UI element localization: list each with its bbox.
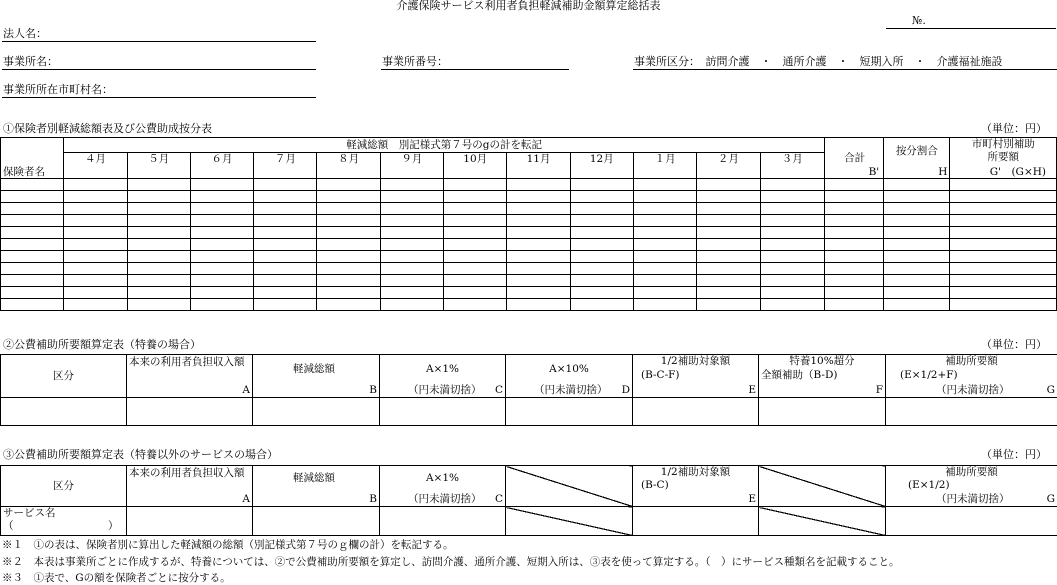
amount-cell[interactable] <box>380 215 443 227</box>
amount-cell[interactable] <box>444 203 507 215</box>
amount-cell[interactable] <box>697 191 760 203</box>
amount-cell[interactable] <box>64 239 127 251</box>
amount-cell[interactable] <box>884 227 950 239</box>
amount-cell[interactable] <box>64 275 127 287</box>
table3-unit: （単位：円） <box>981 449 1047 462</box>
insurer-row <box>1 239 1057 251</box>
amount-cell[interactable] <box>950 203 1057 215</box>
amount-cell[interactable] <box>824 287 883 299</box>
amount-cell[interactable] <box>190 191 253 203</box>
amount-cell[interactable] <box>64 203 127 215</box>
amount-cell[interactable] <box>380 227 443 239</box>
amount-cell[interactable] <box>884 263 950 275</box>
amount-cell[interactable] <box>317 179 380 191</box>
amount-cell[interactable] <box>884 251 950 263</box>
amount-cell[interactable] <box>127 191 190 203</box>
corporation-field-line <box>2 41 316 42</box>
t2-g-cell[interactable] <box>886 398 1057 426</box>
amount-cell[interactable] <box>380 239 443 251</box>
amount-cell[interactable] <box>254 227 317 239</box>
amount-cell[interactable] <box>760 251 824 263</box>
insurer-name-cell[interactable] <box>1 263 64 275</box>
amount-cell[interactable] <box>760 239 824 251</box>
amount-cell[interactable] <box>570 251 633 263</box>
amount-cell[interactable] <box>884 191 950 203</box>
amount-cell[interactable] <box>760 287 824 299</box>
insurer-name-cell[interactable] <box>1 299 64 311</box>
amount-cell[interactable] <box>507 275 570 287</box>
amount-cell[interactable] <box>190 239 253 251</box>
amount-cell[interactable] <box>824 191 883 203</box>
amount-cell[interactable] <box>127 287 190 299</box>
amount-cell[interactable] <box>760 191 824 203</box>
amount-cell[interactable] <box>633 215 696 227</box>
amount-cell[interactable] <box>697 227 760 239</box>
service-name-label: サービス名 <box>3 507 56 519</box>
amount-cell[interactable] <box>884 299 950 311</box>
month-header: １月 <box>633 153 696 179</box>
amount-cell[interactable] <box>884 215 950 227</box>
amount-cell[interactable] <box>317 251 380 263</box>
insurer-name-cell[interactable] <box>1 287 64 299</box>
insurer-row <box>1 275 1057 287</box>
amount-cell[interactable] <box>633 239 696 251</box>
amount-cell[interactable] <box>380 275 443 287</box>
t3-c-cell[interactable] <box>380 507 506 536</box>
t3-col-b-header: 軽減総額 B <box>253 466 380 507</box>
amount-cell[interactable] <box>380 287 443 299</box>
t2-col-c-header: A×1% （円未満切捨） C <box>380 355 506 398</box>
insurer-rows <box>1 179 1057 311</box>
amount-cell[interactable] <box>254 287 317 299</box>
ratio-header: 按分割合 H <box>884 138 950 179</box>
amount-cell[interactable] <box>884 179 950 191</box>
amount-cell[interactable] <box>127 227 190 239</box>
amount-cell[interactable] <box>570 239 633 251</box>
note-3: ※３ ①表で、Gの額を保険者ごとに按分する。 <box>2 570 231 585</box>
amount-cell[interactable] <box>760 179 824 191</box>
insurer-row <box>1 251 1057 263</box>
amount-cell[interactable] <box>317 299 380 311</box>
amount-cell[interactable] <box>760 263 824 275</box>
service-type-field-line <box>633 69 1057 70</box>
month-header: ８月 <box>317 153 380 179</box>
amount-cell[interactable] <box>824 251 883 263</box>
t3-kubun-header: 区分 <box>1 466 127 507</box>
amount-cell[interactable] <box>633 287 696 299</box>
amount-cell[interactable] <box>507 251 570 263</box>
t2-kubun-cell[interactable] <box>1 398 127 426</box>
amount-cell[interactable] <box>697 299 760 311</box>
t2-col-a-header: 本来の利用者負担収入額 A <box>127 355 253 398</box>
amount-cell[interactable] <box>697 287 760 299</box>
amount-cell[interactable] <box>190 215 253 227</box>
amount-cell[interactable] <box>317 191 380 203</box>
amount-cell[interactable] <box>824 263 883 275</box>
amount-cell[interactable] <box>444 287 507 299</box>
t3-b-cell[interactable] <box>253 507 380 536</box>
amount-cell[interactable] <box>824 227 883 239</box>
number-field-line <box>886 28 1056 29</box>
amount-cell[interactable] <box>254 215 317 227</box>
amount-cell[interactable] <box>444 191 507 203</box>
amount-cell[interactable] <box>444 251 507 263</box>
insurer-name-cell[interactable] <box>1 239 64 251</box>
amount-cell[interactable] <box>760 275 824 287</box>
amount-cell[interactable] <box>64 227 127 239</box>
amount-cell[interactable] <box>317 287 380 299</box>
amount-cell[interactable] <box>444 263 507 275</box>
office-name-label: 事業所名： <box>3 56 58 69</box>
insurer-row <box>1 287 1057 299</box>
amount-cell[interactable] <box>697 275 760 287</box>
amount-cell[interactable] <box>190 227 253 239</box>
amount-cell[interactable] <box>317 239 380 251</box>
amount-cell[interactable] <box>317 215 380 227</box>
insurer-name-cell[interactable] <box>1 191 64 203</box>
amount-cell[interactable] <box>884 287 950 299</box>
corporation-label: 法人名： <box>3 28 47 41</box>
amount-cell[interactable] <box>254 251 317 263</box>
amount-cell[interactable] <box>570 275 633 287</box>
insurer-row <box>1 215 1057 227</box>
amount-cell[interactable] <box>824 215 883 227</box>
amount-cell[interactable] <box>884 275 950 287</box>
t2-entry-row <box>1 398 1057 426</box>
amount-cell[interactable] <box>64 191 127 203</box>
t3-blank-f-header <box>759 466 886 507</box>
amount-cell[interactable] <box>380 191 443 203</box>
amount-cell[interactable] <box>317 203 380 215</box>
amount-cell[interactable] <box>950 275 1057 287</box>
amount-cell[interactable] <box>950 263 1057 275</box>
t3-a-cell[interactable] <box>127 507 253 536</box>
t3-e-cell[interactable] <box>633 507 759 536</box>
amount-cell[interactable] <box>64 299 127 311</box>
amount-cell[interactable] <box>884 239 950 251</box>
amount-cell[interactable] <box>380 179 443 191</box>
amount-cell[interactable] <box>950 191 1057 203</box>
amount-cell[interactable] <box>950 179 1057 191</box>
amount-cell[interactable] <box>507 263 570 275</box>
amount-cell[interactable] <box>190 287 253 299</box>
t3-blank-f-cell <box>759 507 886 536</box>
amount-cell[interactable] <box>507 299 570 311</box>
note-1: ※１ ①の表は、保険者別に算出した軽減額の総額（別記様式第７号のｇ欄の計）を転記する。 <box>2 537 454 552</box>
t3-service-name-cell[interactable] <box>1 507 127 536</box>
amount-cell[interactable] <box>444 299 507 311</box>
service-type-label: 事業所区分： 訪問介護 ・ 通所介護 ・ 短期入所 ・ 介護福祉施設 <box>634 56 1003 69</box>
amount-cell[interactable] <box>570 299 633 311</box>
amount-cell[interactable] <box>633 299 696 311</box>
amount-cell[interactable] <box>190 263 253 275</box>
amount-cell[interactable] <box>760 227 824 239</box>
insurer-name-cell[interactable] <box>1 203 64 215</box>
amount-cell[interactable] <box>570 179 633 191</box>
amount-cell[interactable] <box>127 215 190 227</box>
table1-unit: （単位：円） <box>981 123 1047 136</box>
t2-kubun-header: 区分 <box>1 355 127 398</box>
month-header: ３月 <box>760 153 824 179</box>
amount-cell[interactable] <box>760 215 824 227</box>
t2-col-e-header: 1/2補助対象額 (B-C-F) E <box>633 355 759 398</box>
t2-b-cell[interactable] <box>253 398 380 426</box>
amount-cell[interactable] <box>507 179 570 191</box>
amount-cell[interactable] <box>697 263 760 275</box>
amount-cell[interactable] <box>317 275 380 287</box>
amount-cell[interactable] <box>824 275 883 287</box>
amount-cell[interactable] <box>64 287 127 299</box>
amount-cell[interactable] <box>127 299 190 311</box>
amount-cell[interactable] <box>570 215 633 227</box>
t2-col-b-header: 軽減総額 B <box>253 355 380 398</box>
amount-cell[interactable] <box>380 251 443 263</box>
total-header: 合計 B' <box>824 138 883 179</box>
amount-cell[interactable] <box>950 239 1057 251</box>
reduction-total-header: 軽減総額 別記様式第７号のgの計を転記 <box>64 138 825 153</box>
amount-cell[interactable] <box>950 227 1057 239</box>
insurer-allocation-table <box>0 137 1057 311</box>
month-header: ７月 <box>254 153 317 179</box>
amount-cell[interactable] <box>507 239 570 251</box>
other-service-subsidy-table <box>0 465 1057 536</box>
t2-f-cell[interactable] <box>759 398 886 426</box>
amount-cell[interactable] <box>633 275 696 287</box>
amount-cell[interactable] <box>254 179 317 191</box>
amount-cell[interactable] <box>507 215 570 227</box>
table2-unit: （単位：円） <box>981 339 1047 352</box>
amount-cell[interactable] <box>507 227 570 239</box>
t2-a-cell[interactable] <box>127 398 253 426</box>
amount-cell[interactable] <box>254 239 317 251</box>
table2-title: ②公費補助所要額算定表（特養の場合） <box>3 339 201 352</box>
amount-cell[interactable] <box>697 203 760 215</box>
amount-cell[interactable] <box>570 227 633 239</box>
amount-cell[interactable] <box>570 263 633 275</box>
amount-cell[interactable] <box>760 203 824 215</box>
amount-cell[interactable] <box>824 239 883 251</box>
amount-cell[interactable] <box>190 203 253 215</box>
amount-cell[interactable] <box>64 251 127 263</box>
document-title: 介護保険サービス利用者負担軽減補助金額算定総括表 <box>0 0 1057 13</box>
amount-cell[interactable] <box>444 239 507 251</box>
month-header: ４月 <box>64 153 127 179</box>
insurer-name-cell[interactable] <box>1 275 64 287</box>
amount-cell[interactable] <box>64 215 127 227</box>
amount-cell[interactable] <box>190 251 253 263</box>
amount-cell[interactable] <box>633 227 696 239</box>
office-number-label: 事業所番号： <box>382 56 448 69</box>
t3-col-a-header: 本来の利用者負担収入額 A <box>127 466 253 507</box>
amount-cell[interactable] <box>254 203 317 215</box>
amount-cell[interactable] <box>444 227 507 239</box>
t2-col-f-header: 特養10%超分 全額補助（B-D) F <box>759 355 886 398</box>
note-2: ※２ 本表は事業所ごとに作成するが、特養については、②で公費補助所要額を算定し、訪問介護、通所介護、短期入所は、③表を使って算定する。（ ）にサービス種類名を記載すること。 <box>2 554 900 569</box>
amount-cell[interactable] <box>254 275 317 287</box>
amount-cell[interactable] <box>317 263 380 275</box>
t3-blank-d-header <box>506 466 633 507</box>
month-header: ９月 <box>380 153 443 179</box>
amount-cell[interactable] <box>950 287 1057 299</box>
insurer-name-cell[interactable] <box>1 251 64 263</box>
office-name-field-line <box>2 69 316 70</box>
amount-cell[interactable] <box>444 215 507 227</box>
amount-cell[interactable] <box>127 239 190 251</box>
month-header: 12月 <box>570 153 633 179</box>
t2-col-d-header: A×10% （円未満切捨） D <box>506 355 633 398</box>
month-header: ６月 <box>190 153 253 179</box>
amount-cell[interactable] <box>507 203 570 215</box>
t3-col-c-header: A×1% （円未満切捨） C <box>380 466 506 507</box>
insurer-row <box>1 227 1057 239</box>
amount-cell[interactable] <box>507 191 570 203</box>
insurer-row <box>1 179 1057 191</box>
insurer-name-cell[interactable] <box>1 227 64 239</box>
amount-cell[interactable] <box>570 287 633 299</box>
t3-g-cell[interactable] <box>886 507 1057 536</box>
t2-col-g-header: 補助所要額 (E×1/2+F) （円未満切捨） G <box>886 355 1057 398</box>
insurer-name-cell[interactable] <box>1 215 64 227</box>
office-number-field-line <box>381 69 569 70</box>
amount-cell[interactable] <box>633 203 696 215</box>
amount-cell[interactable] <box>633 191 696 203</box>
amount-cell[interactable] <box>380 203 443 215</box>
amount-cell[interactable] <box>633 251 696 263</box>
amount-cell[interactable] <box>127 263 190 275</box>
t2-c-cell[interactable] <box>380 398 506 426</box>
amount-cell[interactable] <box>507 287 570 299</box>
amount-cell[interactable] <box>254 191 317 203</box>
amount-cell[interactable] <box>570 191 633 203</box>
amount-cell[interactable] <box>127 179 190 191</box>
city-label: 事業所所在市町村名： <box>3 84 113 97</box>
table3-title: ③公費補助所要額算定表（特養以外のサービスの場合） <box>3 449 278 462</box>
amount-cell[interactable] <box>380 263 443 275</box>
amount-cell[interactable] <box>190 179 253 191</box>
number-label: №. <box>912 15 926 28</box>
month-header: ５月 <box>127 153 190 179</box>
amount-cell[interactable] <box>950 299 1057 311</box>
amount-cell[interactable] <box>697 215 760 227</box>
amount-cell[interactable] <box>697 239 760 251</box>
amount-cell[interactable] <box>633 179 696 191</box>
month-header: 10月 <box>444 153 507 179</box>
t3-col-e-header: 1/2補助対象額 (B-C) E <box>633 466 759 507</box>
amount-cell[interactable] <box>824 299 883 311</box>
amount-cell[interactable] <box>317 227 380 239</box>
amount-cell[interactable] <box>697 179 760 191</box>
amount-cell[interactable] <box>950 251 1057 263</box>
insurer-row <box>1 299 1057 311</box>
amount-cell[interactable] <box>633 263 696 275</box>
t2-e-cell[interactable] <box>633 398 759 426</box>
amount-cell[interactable] <box>64 179 127 191</box>
amount-cell[interactable] <box>824 203 883 215</box>
insurer-name-cell[interactable] <box>1 179 64 191</box>
amount-cell[interactable] <box>254 263 317 275</box>
amount-cell[interactable] <box>127 275 190 287</box>
insurer-row <box>1 203 1057 215</box>
amount-cell[interactable] <box>64 263 127 275</box>
amount-cell[interactable] <box>824 179 883 191</box>
amount-cell[interactable] <box>380 299 443 311</box>
t3-col-g-header: 補助所要額 (E×1/2) （円未満切捨） G <box>886 466 1057 507</box>
amount-cell[interactable] <box>190 275 253 287</box>
city-subsidy-header: 市町村別補助 所要額 G' (G×H) <box>950 138 1057 179</box>
amount-cell[interactable] <box>570 203 633 215</box>
amount-cell[interactable] <box>884 203 950 215</box>
insurer-name-header: 保険者名 <box>1 138 64 179</box>
amount-cell[interactable] <box>127 251 190 263</box>
amount-cell[interactable] <box>950 215 1057 227</box>
insurer-row <box>1 191 1057 203</box>
amount-cell[interactable] <box>190 299 253 311</box>
insurer-row <box>1 263 1057 275</box>
month-header: 11月 <box>507 153 570 179</box>
amount-cell[interactable] <box>697 251 760 263</box>
month-header: ２月 <box>697 153 760 179</box>
amount-cell[interactable] <box>444 275 507 287</box>
t2-d-cell[interactable] <box>506 398 633 426</box>
t3-entry-row <box>1 507 1057 536</box>
amount-cell[interactable] <box>254 299 317 311</box>
amount-cell[interactable] <box>444 179 507 191</box>
service-name-paren: （ ） <box>3 520 119 532</box>
nursing-home-subsidy-table <box>0 354 1057 426</box>
amount-cell[interactable] <box>760 299 824 311</box>
t3-blank-d-cell <box>506 507 633 536</box>
table1-title: ①保険者別軽減総額表及び公費助成按分表 <box>3 123 212 136</box>
amount-cell[interactable] <box>127 203 190 215</box>
city-field-line <box>2 97 316 98</box>
